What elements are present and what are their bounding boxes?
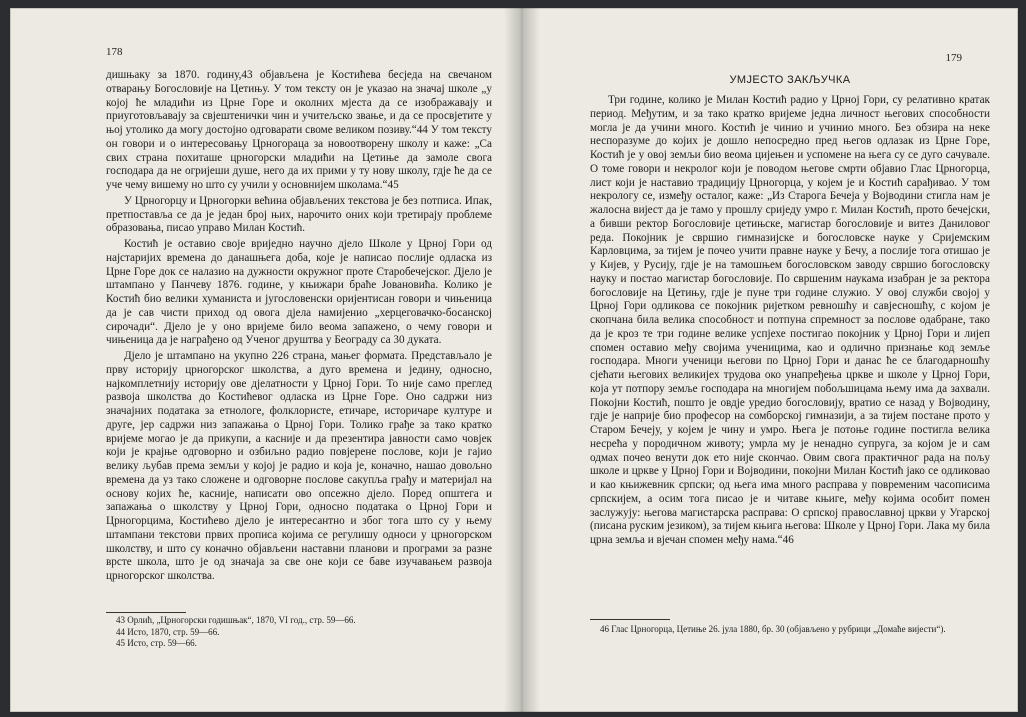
footnote: 43 Орлић, „Црногорски годишњак“, 1870, VI год., стр. 59—66. — [116, 615, 356, 625]
paragraph: дишњаку за 1870. годину,43 објављена је Костићева бесједа на свечаном отварању Богословије на Цетињу. У том тексту он је указао на значај школе „у којој ће младићи из Црне Горе и околних мјеста да се изображавају и приуготовљавају за свјештенички чин и учитељско звање, и да се просвјетите у њој утолико да могу достојно одговарати своме великом позиву.“44 У том тексту он говори и о интересовању Црногораца за новоотворену школу и каже: „Са свих страна похиташе црногорски младићи на Цетиње да замоле свога господара да не огријеши душе, него да их прими у ту нову школу, гдје ће да се уче чему вишему но што су учили у основнијем школама.“45 — [106, 69, 492, 191]
page-number: 178 — [106, 46, 123, 58]
paragraph: У Црногорцу и Црногорки већина објављених текстова је без потписа. Ипак, претпоставља се да је један број њих, нарочито оних који третирају проблеме образовања, писао управо Милан Костић. — [106, 194, 492, 235]
footnote-rule — [106, 612, 186, 613]
section-heading: УМЈЕСТО ЗАКЉУЧКА — [729, 74, 851, 86]
body-text — [106, 69, 492, 584]
footnote-rule — [590, 619, 670, 620]
paragraph: Три године, колико је Милан Костић радио у Црној Гори, су релативно кратак период. Међутим, и за тако кратко вријеме једна личност његових способности могла је да учини много. Костић је чинио и учинио много. Без обзира на неке неспоразуме до којих је дошло непосредно пред његов одлазак из Црне Горе, Костић је у овој земљи био веома цијењен и успомене на њега су се дуго сачувале. О томе говори и некролог који је поводом његове смрти објавио Глас Црногорца, лист који је наставио традицију Црногорца, у којем је и Костић сарађивао. У том некрологу се, између осталог, каже: „Из Старога Бечеја у Војводини стигла нам је жалосна вијест да је тамо у прошлу сриједу умро г. Милан Костић, прото бечејски, а бивши ректор Богословије цетињске, магистар богословије и витез Даниловог реда. Покојник је свршио гимназијске и богословске науке у Сријемским Карловцима, за тијем је почео учити правне науке у Бечу, а послије тога отишао је у Кијев, у Русију, гдје је на тамошњем богословском заводу свршио богословску науку и постао магистар богословије. По свршеним наукама изабран је за ректора богословије на Цетињу, гдје је пуне три године служио. У овој служби својој у Црној Гори одликова се покојник ријетком ревношћу и савјесношћу, с којом је скопчана била велика способност и потпуна спремност за послове одабране, тако да је кроз те три године велике успјехе постигао покојник у Црној Гори и лијеп спомен оставио међу својима ученицима, као и одлично признање код земље господара. Многи ученици његови по Црној Гори и данас ће се благодарношћу сјећати његових великијех трудова око унапређења цркве и школе у Црној Гори, која ут потпору земље господара на многијем побољшицама њему има да захвали. Покојни Костић, пошто је овдје уредио богословију, вратио се назад у Војводину, гдје је наприје био професор на сомборској гимназији, а за тијем постане прото у Старом Бечеју, у којем је чину и умро. Њега је потоње године постигла велика несрећа у породичном животу; умрла му је ненадно супруга, за којом је и сам одмах почео венути док ето није скончао. Овим свога практичног рада на пољу школе и цркве у Црној Гори и Војводини, покојни Милан Костић јако се одликовао и као књижевник српски; од њега има много расправа у повременим часописима српскијем, а осим тога писао је и читаве књиге, међу којима особит помен заслужују: његова магистарска расправа: О српској православној цркви у Угарској (писана руским језиком), за тијем књига његова: Школе у Црној Гори. Лака му била црна земља и вјечан спомен међу нама.“46 — [590, 94, 990, 546]
footnotes — [106, 615, 492, 650]
left-page — [10, 8, 510, 712]
footnote: 44 Исто, 1870, стр. 59—66. — [116, 626, 220, 637]
body-text — [590, 94, 990, 548]
book-spread — [10, 8, 1018, 712]
right-page — [526, 8, 1018, 712]
footnote: 45 Исто, стр. 59—66. — [116, 638, 197, 648]
paragraph: Костић је оставио своје вриједно научно дјело Школе у Црној Гори од најстаријих времена до данашњега доба, које је написао послије одласка из Црне Горе док се налазио на дужности окружног проте Старобечејског. Дјело је штампано у Панчеву 1876. године, у књижари браће Јовановића. Колико је Костић био велики хуманиста и југословенски оријентисан говори и чињеница да је сав чисти приход од овога дјела намијенио „херцеговачко-босанској сирочади“. Дјело је у оно вријеме било веома запажено, о чему говори и чињеница да је награђено од Ученог друштва у Београду са 30 дуката. — [106, 238, 492, 347]
footnotes — [590, 624, 990, 636]
footnote: 46 Глас Црногорца, Цетиње 26. јула 1880, бр. 30 (објављено у рубрици „Домаће вијести“). — [600, 624, 946, 634]
page-number: 179 — [945, 52, 962, 64]
paragraph: Дјело је штампано на укупно 226 страна, мањег формата. Представљало је прву историју црногорског школства, а дуго времена и једину, односно, најкомплетнију историју ове дјелатности у Црној Гори. То није само преглед развоја школства до Костићевог одласка из Црне Горе. Оно садржи низ значајних података за етнологе, фолклористе, етичаре, историчаре културе и друге, јер садржи низ запажања о Црној Гори. Толико грађе за тако кратко вријеме могао је да прикупи, а касније и да презентира јавности само човјек који је крајње одговорно и озбиљно радио повјерене послове, који је гајио велику љубав према земљи у којој је радио и која је, коначно, нашао довољно времена да уз тако сложене и одговорне послове сакупља грађу и материјал на основу којих ће, касније, написати ово опсежно дјело. Поред општега и запажања о школству у Црној Гори, односно података о Црној Гори и Црногорцима, Костићево дјело је интересантно и због тога што су у њему штампани текстови првих прописа којима се регулишу односи у црногорском школству, и што су коначно објављени наставни планови и програми за разне врсте школа, што је од значаја за све оне који се баве изучавањем развоја црногорског школства. — [106, 350, 492, 582]
